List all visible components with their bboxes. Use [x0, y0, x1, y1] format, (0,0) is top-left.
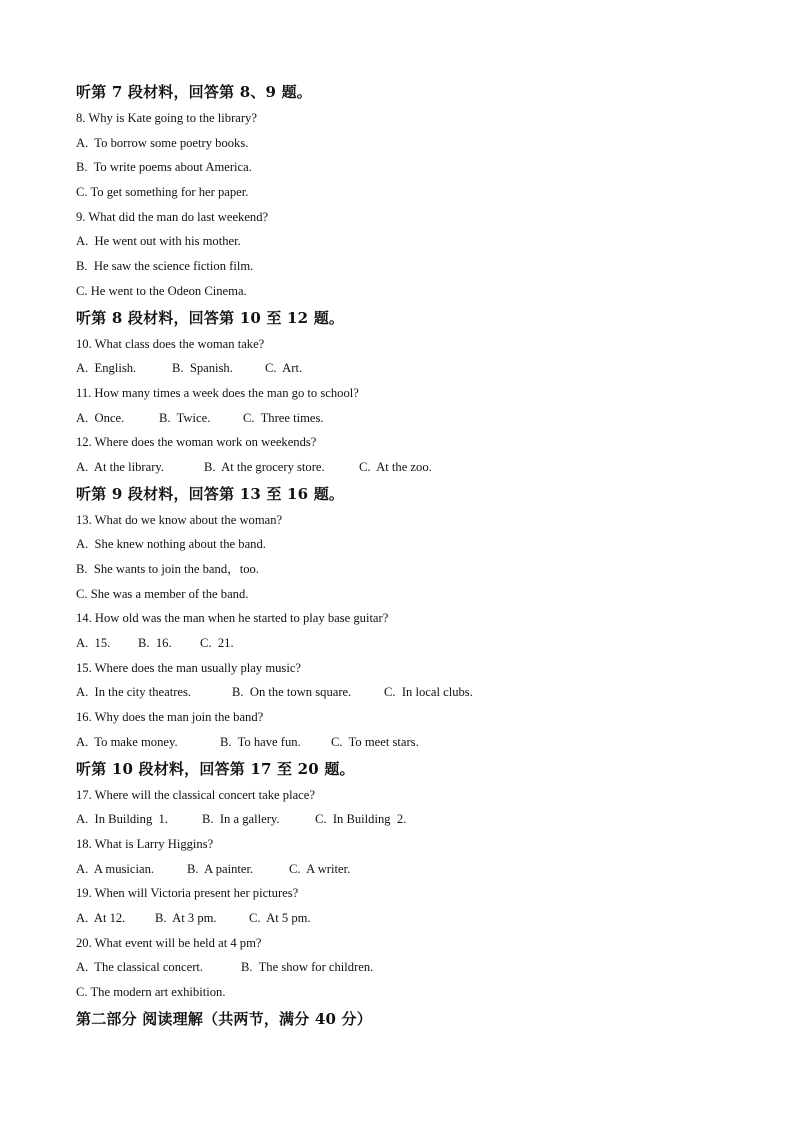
answer-option: B. At the grocery store. [204, 459, 325, 474]
answer-option: A. To borrow some poetry books. [76, 135, 249, 150]
answer-option: C. 21. [200, 636, 234, 651]
answer-option: A. The classical concert. [76, 960, 204, 975]
question: 12. Where does the woman work on weekends? [76, 435, 317, 450]
answer-option: C. A writer. [289, 861, 351, 876]
answer-option: A. English. [76, 361, 137, 376]
answer-options-row [76, 730, 756, 755]
answer-option: A. To make money. [76, 734, 178, 749]
answer-options-row [76, 356, 756, 381]
answer-option: A. At the library. [76, 459, 165, 474]
part-heading: 第二部分 阅读理解（共两节，满分 40 分） [76, 1009, 372, 1028]
question: 19. When will Victoria present her pictures? [76, 886, 299, 901]
question: 14. How old was the man when he started to play base guitar? [76, 611, 389, 626]
answer-option: C. Three times. [243, 410, 324, 425]
answer-option: C. Art. [265, 361, 303, 376]
answer-option: C. To get something for her paper. [76, 185, 249, 200]
answer-option: C. He went to the Odeon Cinema. [76, 283, 247, 298]
section-heading: 听第 8 段材料，回答第 10 至 12 题。 [76, 308, 345, 327]
answer-option: A. Once. [76, 410, 125, 425]
section-heading: 听第 10 段材料，回答第 17 至 20 题。 [76, 759, 355, 778]
question: 15. Where does the man usually play music? [76, 660, 301, 675]
answer-option: B. A painter. [187, 861, 254, 876]
answer-options-row [76, 631, 756, 656]
answer-option: B. Twice. [159, 410, 211, 425]
answer-options-row [76, 807, 756, 832]
question: 8. Why is Kate going to the library? [76, 111, 257, 125]
answer-option: C. She was a member of the band. [76, 586, 249, 601]
answer-option: B. She wants to join the band，too. [76, 562, 259, 576]
answer-option: C. The modern art exhibition. [76, 985, 226, 999]
document-page [76, 78, 756, 1033]
answer-option: B. In a gallery. [202, 812, 280, 827]
answer-option: C. At 5 pm. [249, 910, 311, 925]
answer-option: B. At 3 pm. [155, 910, 217, 925]
question: 17. Where will the classical concert take place? [76, 787, 315, 802]
answer-option: C. In local clubs. [384, 685, 473, 700]
question: 13. What do we know about the woman? [76, 512, 283, 527]
section-heading: 听第 9 段材料，回答第 13 至 16 题。 [76, 484, 345, 503]
answer-option: C. At the zoo. [359, 459, 432, 474]
question: 16. Why does the man join the band? [76, 710, 264, 725]
question: 9. What did the man do last weekend? [76, 209, 269, 224]
section-heading: 听第 7 段材料，回答第 8、9 题。 [76, 83, 313, 101]
question: 20. What event will be held at 4 pm? [76, 935, 262, 950]
answer-option: B. The show for children. [241, 960, 374, 975]
answer-option: B. He saw the science fiction film. [76, 259, 254, 274]
question: 11. How many times a week does the man go to school? [76, 385, 359, 400]
answer-options-row [76, 455, 756, 480]
answer-options-row [76, 406, 756, 431]
question: 18. What is Larry Higgins? [76, 836, 214, 851]
answer-option: A. He went out with his mother. [76, 234, 241, 249]
answer-option: A. 15. [76, 636, 111, 651]
answer-options-row [76, 857, 756, 882]
answer-options-row [76, 680, 756, 705]
answer-option: A. In Building 1. [76, 812, 169, 827]
answer-option: C. To meet stars. [331, 734, 419, 749]
answer-options-row [76, 906, 756, 931]
answer-option: C. In Building 2. [315, 812, 407, 827]
answer-option: B. To write poems about America. [76, 160, 252, 175]
answer-option: B. On the town square. [232, 685, 352, 700]
answer-option: A. A musician. [76, 861, 155, 876]
question: 10. What class does the woman take? [76, 336, 265, 351]
answer-option: A. In the city theatres. [76, 685, 192, 700]
answer-option: B. Spanish. [172, 361, 233, 376]
answer-options-row [76, 955, 756, 980]
answer-option: B. To have fun. [220, 734, 301, 749]
answer-option: B. 16. [138, 636, 172, 651]
answer-option: A. She knew nothing about the band. [76, 537, 266, 552]
answer-option: A. At 12. [76, 910, 126, 925]
